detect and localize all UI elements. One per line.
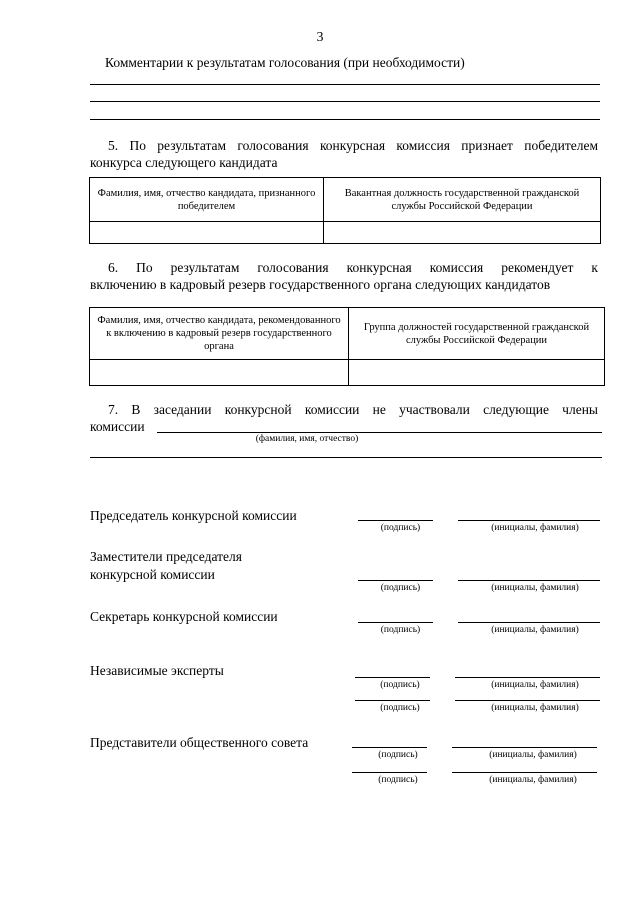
deputy-label-line2: конкурсной комиссии [90,567,215,582]
expert2-signature-line[interactable] [355,700,430,701]
council2-name-line[interactable] [452,772,597,773]
chairman-signature-line[interactable] [358,520,433,521]
winner-position-cell[interactable] [324,222,601,244]
chairman-name-caption: (инициалы, фамилия) [491,523,579,533]
section7-text-line1: 7. В заседании конкурсной комиссии не участвовали следующие члены [108,402,598,417]
page-number: 3 [316,30,324,45]
secretary-label: Секретарь конкурсной комиссии [90,609,278,624]
deputy-sign-caption: (подпись) [380,583,421,593]
experts-label: Независимые эксперты [90,663,224,678]
council2-name-caption: (инициалы, фамилия) [489,775,577,785]
council2-sign-caption: (подпись) [378,775,418,785]
section6-text-line1: 6. По результатам голосования конкурсная комиссия рекомендует к [108,260,598,275]
expert2-name-line[interactable] [455,700,600,701]
secretary-sign-caption: (подпись) [380,625,421,635]
chairman-name-line[interactable] [458,520,600,521]
deputy-signature-line[interactable] [358,580,433,581]
deputy-name-line[interactable] [458,580,600,581]
comments-heading: Комментарии к результатам голосования (при необходимости) [105,55,465,70]
council1-sign-caption: (подпись) [378,750,418,760]
expert2-name-caption: (инициалы, фамилия) [491,703,579,713]
secretary-name-line[interactable] [458,622,600,623]
winner-table-header-name: Фамилия, имя, отчество кандидата, признанного победителем [90,178,324,222]
secretary-signature-line[interactable] [358,622,433,623]
section5-text-line1: 5. По результатам голосования конкурсная комиссия признает победителем [108,138,598,153]
chairman-sign-caption: (подпись) [380,523,421,533]
reserve-table [89,307,605,386]
expert2-sign-caption: (подпись) [380,703,420,713]
deputy-name-caption: (инициалы, фамилия) [491,583,579,593]
absent-members-caption: (фамилия, имя, отчество) [255,434,359,444]
council1-name-line[interactable] [452,747,597,748]
reserve-group-cell[interactable] [349,360,605,386]
council1-signature-line[interactable] [352,747,427,748]
comment-line-1[interactable] [90,84,600,85]
reserve-table-header-name: Фамилия, имя, отчество кандидата, рекомендованного к включению в кадровый резерв государственного органа [90,308,349,360]
secretary-name-caption: (инициалы, фамилия) [491,625,579,635]
public-council-label: Представители общественного совета [90,735,309,750]
reserve-name-cell[interactable] [90,360,349,386]
section6-text-line2: включению в кадровый резерв государственного органа следующих кандидатов [90,277,551,292]
comment-line-3[interactable] [90,119,600,120]
absent-members-line-2[interactable] [90,457,602,458]
council2-signature-line[interactable] [352,772,427,773]
winner-table-header-position: Вакантная должность государственной гражданской службы Российской Федерации [324,178,601,222]
chairman-label: Председатель конкурсной комиссии [90,508,297,523]
expert1-sign-caption: (подпись) [380,680,420,690]
deputy-label-line1: Заместители председателя [90,549,242,564]
expert1-name-caption: (инициалы, фамилия) [491,680,579,690]
comment-line-2[interactable] [90,101,600,102]
absent-members-line[interactable] [157,432,602,433]
winner-table [89,177,601,244]
section5-text-line2: конкурса следующего кандидата [90,155,278,170]
reserve-table-header-group: Группа должностей государственной гражданской службы Российской Федерации [349,308,605,360]
expert1-name-line[interactable] [455,677,600,678]
winner-name-cell[interactable] [90,222,324,244]
council1-name-caption: (инициалы, фамилия) [489,750,577,760]
expert1-signature-line[interactable] [355,677,430,678]
section7-text-line2: комиссии [90,419,145,434]
